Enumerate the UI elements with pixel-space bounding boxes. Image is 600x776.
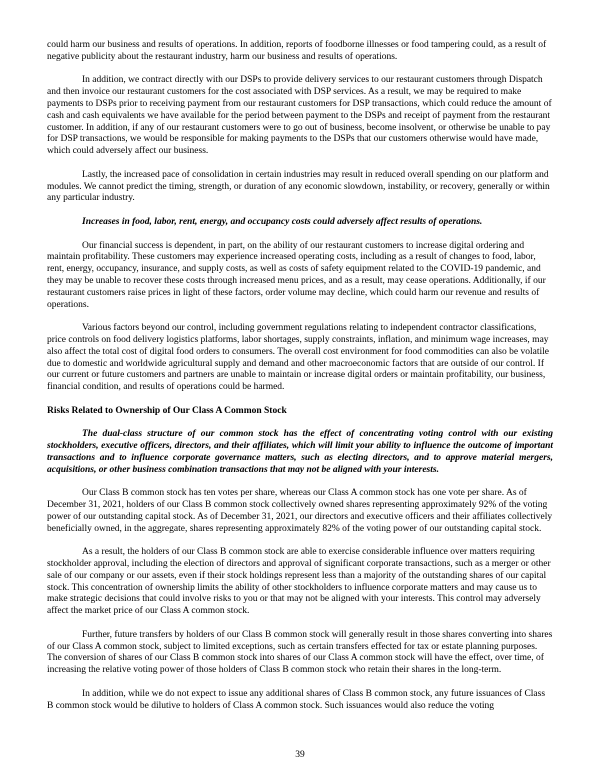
paragraph-restaurant-operating-costs: Our financial success is dependent, in part, on the ability of our restaurant customers to increase digital ordering and maintain profitability. These customers may experience increased operating costs, including as a result of changes to food, labor, rent, energy, occupancy, insurance, and supply costs, as well as costs of safety equipment related to the COVID-19 pandemic, and they may be unable to recover these costs through increased menu prices, and as a result, may cease operations. Additionally, if our restaurant customers raise prices in light of these factors, order volume may decline, which could harm our revenue and results of operations.: [47, 240, 546, 310]
page-number: 39: [295, 750, 305, 761]
paragraph-class-b-issuances: In addition, while we do not expect to issue any additional shares of Class B common stock, any future issuances of Class B common stock would be dilutive to holders of Class A common stock. Such issuances would also reduce the voting: [47, 688, 546, 711]
risk-factor-heading-cost-increases: Increases in food, labor, rent, energy, and occupancy costs could adversely affect results of operations.: [82, 216, 483, 227]
paragraph-class-b-influence: As a result, the holders of our Class B common stock are able to exercise considerable influence over matters requiring stockholder approval, including the election of directors and approval of significant corporate transactions, such as a merger or other sale of our company or our assets, even if their stock holdings represent less than a majority of the outstanding shares of our capital stock. This concentration of ownership limits the ability of other stockholders to influence corporate matters and may cause us to make strategic decisions that could involve risks to you or that may not be aligned with your interests. This control may adversely affect the market price of our Class A common stock.: [47, 547, 551, 617]
paragraph-class-b-conversion: Further, future transfers by holders of our Class B common stock will generally result in those shares converting into shares of our Class A common stock, subject to limited exceptions, such as certain transfers effected for tax or estate planning purposes. The conversion of shares of our Class B common stock into shares of our Class A common stock will have the effect, over time, of increasing the relative voting power of those holders of Class B common stock who retain their shares in the long-term.: [47, 629, 553, 676]
paragraph-industry-consolidation: Lastly, the increased pace of consolidation in certain industries may result in reduced overall spending on our platform and modules. We cannot predict the timing, strength, or duration of any economic slowdown, instability, or recovery, generally or within any particular industry.: [47, 169, 550, 204]
paragraph-class-b-voting-power: Our Class B common stock has ten votes per share, whereas our Class A common stock has one vote per share. As of December 31, 2021, holders of our Class B common stock collectively owned shares representing approximately 92% of the voting power of our outstanding capital stock. As of December 31, 2021, our directors and executive officers and their affiliates collectively beneficially owned, in the aggregate, shares representing approximately 82% of the voting power of our outstanding capital stock.: [47, 488, 553, 534]
section-heading-class-a-common-stock: Risks Related to Ownership of Our Class A Common Stock: [47, 405, 287, 416]
risk-factor-heading-dual-class-structure: The dual-class structure of our common stock has the effect of concentrating voting control with our existing stockholders, executive officers, directors, and their affiliates, which will limit your ability to influence the outcome of important transactions and to influence corporate governance matters, such as electing directors, and to approve material mergers, acquisitions, or other business combination transactions that may not be aligned with your interests.: [47, 429, 553, 475]
paragraph-external-cost-factors: Various factors beyond our control, including government regulations relating to independent contractor classifications, price controls on food delivery logistics platforms, labor shortages, supply constraints, inflation, and minimum wage increases, may also affect the total cost of digital food orders to consumers. The overall cost environment for food commodities can also be volatile due to domestic and worldwide agricultural supply and demand and other macroeconomic factors that are outside of our control. If our current or future customers and partners are unable to maintain or increase digital orders or maintain profitability, our business, financial condition, and results of operations could be harmed.: [47, 323, 549, 393]
paragraph-foodborne-illness-continuation: could harm our business and results of operations. In addition, reports of foodborne illnesses or food tampering could, as a result of negative publicity about the restaurant industry, harm our business and results of operations.: [47, 40, 547, 62]
paragraph-dsp-delivery-services: In addition, we contract directly with our DSPs to provide delivery services to our restaurant customers through Dispatch and then invoice our restaurant customers for the cost associated with DSP services. As a result, we may be required to make payments to DSPs prior to receiving payment from our restaurant customers for DSP transactions, which could reduce the amount of cash and cash equivalents we have available for the period between payment to the DSPs and receipt of payment from the restaurant customer. In addition, if any of our restaurant customers were to go out of business, become insolvent, or otherwise be unable to pay for DSP transactions, we would be responsible for making payments to the DSPs that our customers otherwise would have made, which could adversely affect our business.: [47, 75, 552, 157]
